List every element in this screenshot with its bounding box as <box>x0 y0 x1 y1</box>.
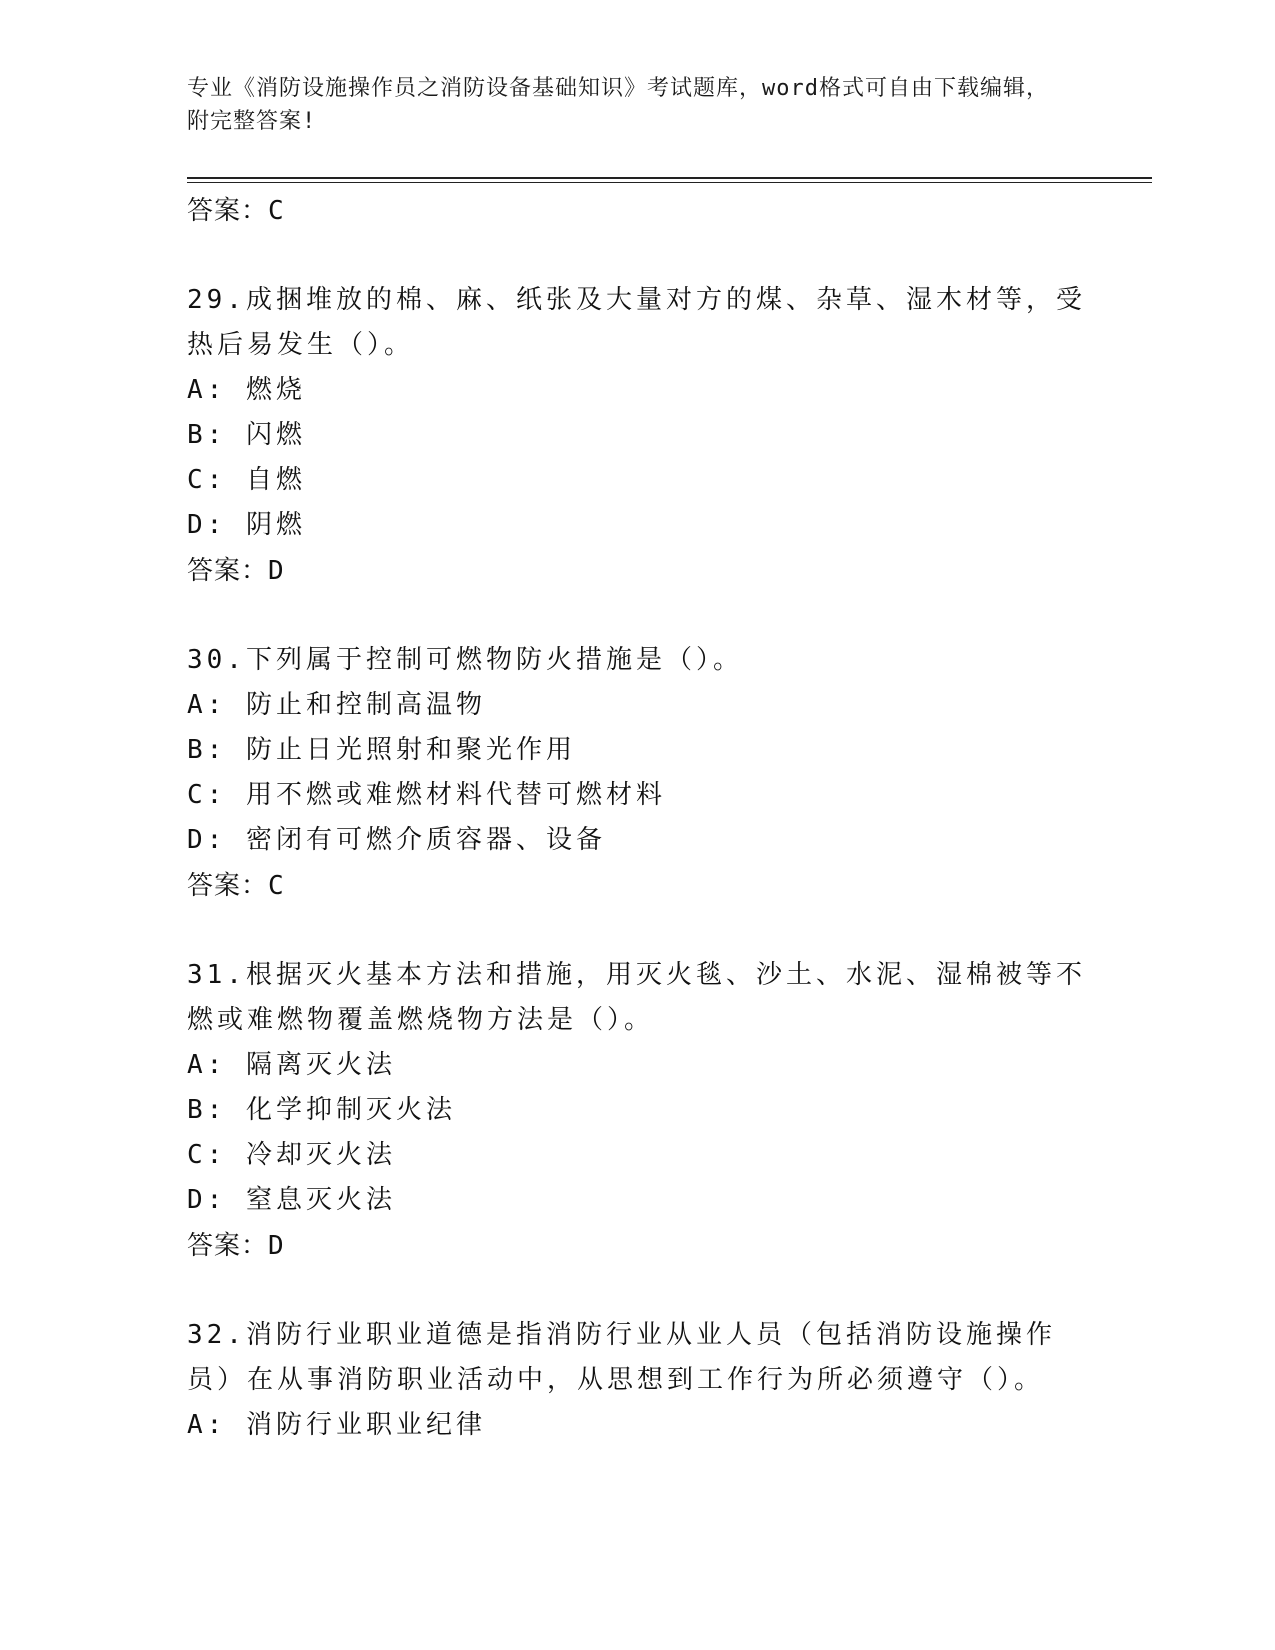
option-d: D: 密闭有可燃介质容器、设备 <box>187 825 606 855</box>
question-block <box>187 953 1087 1269</box>
option-c: C: 用不燃或难燃材料代替可燃材料 <box>187 780 666 810</box>
question-content <box>187 188 1087 1448</box>
question-text: 32.消防行业职业道德是指消防行业从业人员（包括消防设施操作员）在从事消防职业活动中，从思想到工作行为所必须遵守（）。 <box>187 1320 1056 1395</box>
option-d: D: 阴燃 <box>187 510 306 540</box>
header-divider-thick <box>187 177 1152 179</box>
option-a: A: 燃烧 <box>187 375 306 405</box>
question-block <box>187 638 1087 909</box>
answer-line <box>187 1223 1087 1269</box>
answer-value: C <box>268 871 285 901</box>
question-text: 31.根据灭火基本方法和措施，用灭火毯、沙土、水泥、湿棉被等不燃或难燃物覆盖燃烧物方法是（）。 <box>187 960 1086 1035</box>
question-text: 29.成捆堆放的棉、麻、纸张及大量对方的煤、杂草、湿木材等，受热后易发生（）。 <box>187 285 1086 360</box>
option-a: A: 防止和控制高温物 <box>187 690 486 720</box>
option-c: C: 自燃 <box>187 465 306 495</box>
question-text: 30.下列属于控制可燃物防火措施是（）。 <box>187 645 743 675</box>
answer-label: 答案： <box>187 1231 269 1261</box>
answer-value: D <box>268 556 285 586</box>
question-block <box>187 278 1087 594</box>
answer-label: 答案： <box>187 556 269 586</box>
option-b: B: 防止日光照射和聚光作用 <box>187 735 576 765</box>
answer-value: D <box>268 1231 285 1261</box>
answer-line <box>187 188 1087 234</box>
document-header: 专业《消防设施操作员之消防设备基础知识》考试题库，word格式可自由下载编辑，附完整答案! <box>187 76 1049 134</box>
question-block <box>187 1313 1087 1448</box>
option-a: A: 隔离灭火法 <box>187 1050 396 1080</box>
header-divider-thin <box>187 182 1152 183</box>
option-b: B: 闪燃 <box>187 420 306 450</box>
option-b: B: 化学抑制灭火法 <box>187 1095 456 1125</box>
answer-line <box>187 548 1087 594</box>
answer-label: 答案： <box>187 871 269 901</box>
answer-line <box>187 863 1087 909</box>
option-a: A: 消防行业职业纪律 <box>187 1410 486 1440</box>
option-d: D: 窒息灭火法 <box>187 1185 396 1215</box>
answer-label: 答案： <box>187 196 269 226</box>
option-c: C: 冷却灭火法 <box>187 1140 396 1170</box>
answer-value: C <box>268 196 285 226</box>
